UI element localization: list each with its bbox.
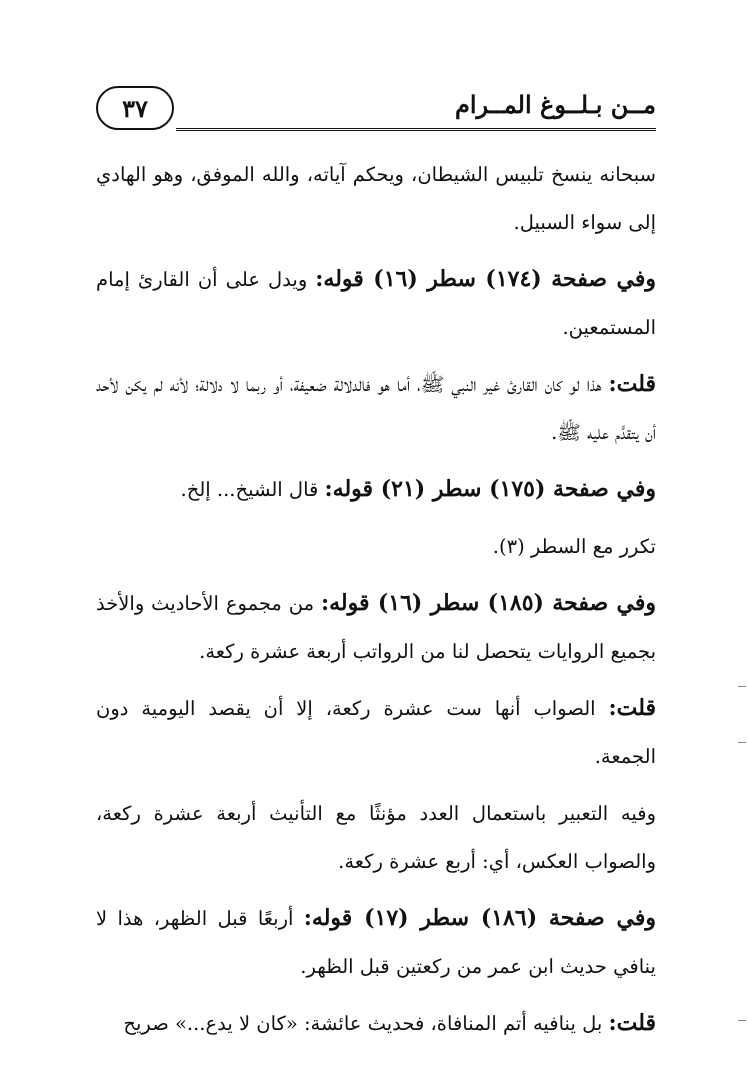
margin-mark [738,1020,746,1021]
paragraph-6 [96,579,656,676]
body-text [96,150,656,1056]
paragraph-text: الصواب أنها ست عشرة ركعة، إلا أن يقصد اليومية دون الجمعة. [96,697,656,768]
paragraph-lead: قلت: [608,371,656,397]
paragraph-5 [96,522,656,571]
page-header [96,86,656,132]
paragraph-8 [96,789,656,886]
paragraph-1 [96,150,656,247]
paragraph-2 [96,255,656,352]
paragraph-text: تكرر مع السطر (٣). [492,535,656,558]
paragraph-3 [96,360,656,457]
paragraph-text: سبحانه ينسخ تلبيس الشيطان، ويحكم آياته، والله الموفق، وهو الهادي إلى سواء السبيل. [96,163,656,234]
margin-mark [738,742,746,743]
paragraph-lead: قلت: [608,695,656,721]
header-rule [176,128,656,131]
paragraph-text: هذا لو كان القارئ غير النبي ﷺ، أما هو فالدلالة ضعيفة، أو ربما لا دلالة؛ لأنه لم يكن لأحد أن يتقدَّم عليه ﷺ. [96,373,656,444]
paragraph-text: من مجموع الأحاديث والأخذ بجميع الروايات يتحصل لنا من الرواتب أربعة عشرة ركعة. [96,592,656,663]
paragraph-text: بل ينافيه أتم المنافاة، فحديث عائشة: «كان لا يدع...» صريح [123,1012,609,1035]
paragraph-lead: وفي صفحة (١٨٥) سطر (١٦) قوله: [320,590,656,616]
paragraph-text: قال الشيخ... إلخ. [180,478,325,501]
paragraph-7 [96,684,656,781]
margin-mark [738,686,746,687]
page-number-badge: ٣٧ [96,86,174,130]
paragraph-9 [96,894,656,991]
paragraph-text: ويدل على أن القارئ إمام المستمعين. [96,268,656,339]
paragraph-lead: وفي صفحة (١٧٥) سطر (٢١) قوله: [324,476,656,502]
paragraph-lead: وفي صفحة (١٨٦) سطر (١٧) قوله: [303,905,657,931]
paragraph-4 [96,465,656,514]
paragraph-text: وفيه التعبير باستعمال العدد مؤنثًا مع التأنيث أربعة عشرة ركعة، والصواب العكس، أي: أربع عشرة ركعة. [96,802,656,873]
paragraph-lead: قلت: [608,1010,656,1036]
running-title: مــن بـلــوغ المــرام [454,90,656,119]
paragraph-text: أربعًا قبل الظهر، هذا لا ينافي حديث ابن عمر من ركعتين قبل الظهر. [96,907,656,978]
paragraph-lead: وفي صفحة (١٧٤) سطر (١٦) قوله: [315,266,656,292]
paragraph-10 [96,999,656,1048]
